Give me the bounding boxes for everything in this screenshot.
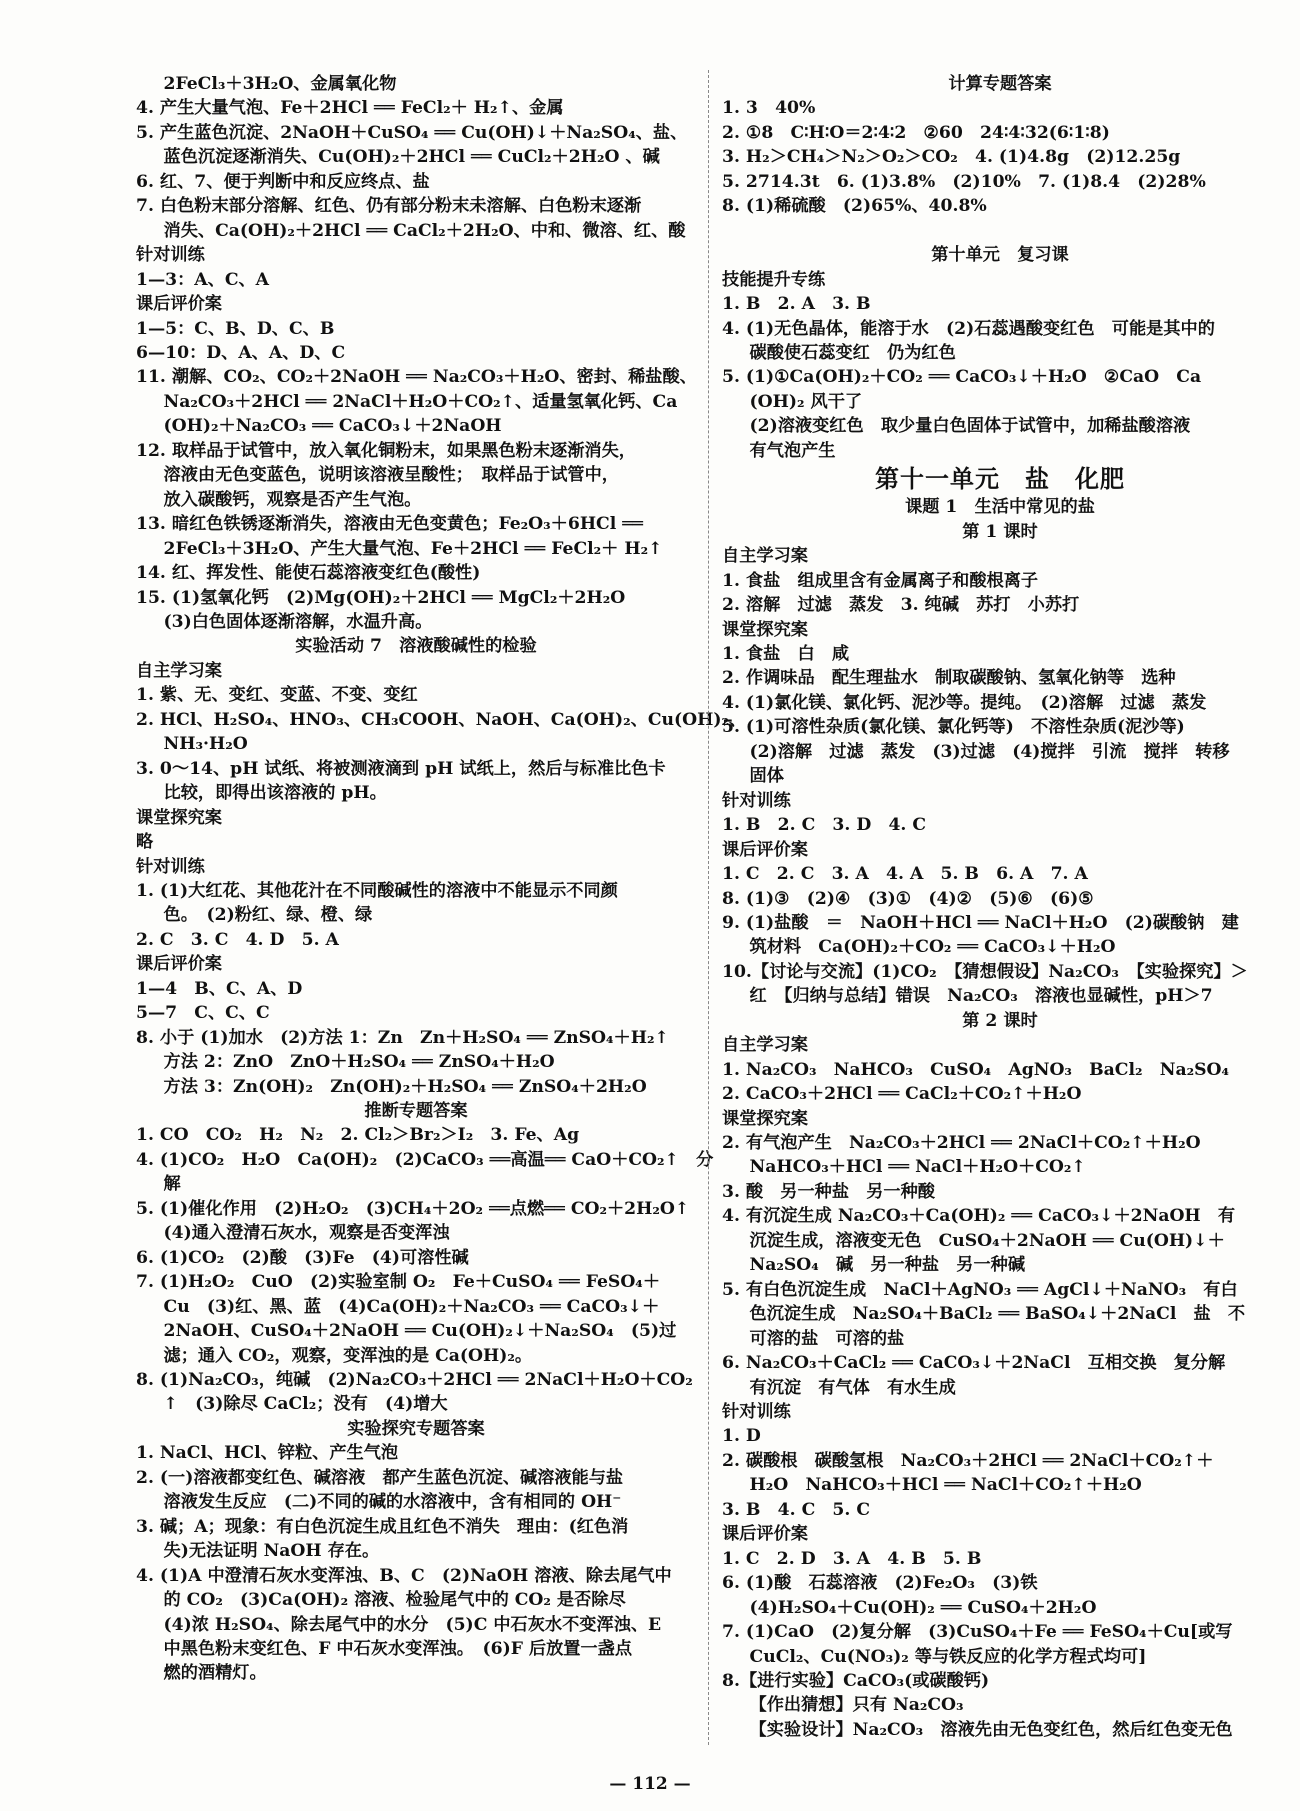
- answer-line: 课堂探究案: [722, 619, 808, 640]
- answer-line: 针对训练: [722, 1402, 791, 1423]
- answer-line: 2. 有气泡产生 Na₂CO₃＋2HCl ══ 2NaCl＋CO₂↑＋H₂O: [722, 1133, 1201, 1154]
- answer-line: 5. (1)可溶性杂质(氯化镁、氯化钙等) 不溶性杂质(泥沙等): [722, 717, 1185, 738]
- answer-line: 固体: [749, 766, 784, 787]
- answer-line: 4. (1)CO₂ H₂O Ca(OH)₂ (2)CaCO₃ ══高温══ CaO＋CO₂↑ 分: [136, 1149, 714, 1170]
- answer-line: 沉淀生成，溶液变无色 CuSO₄＋2NaOH ══ Cu(OH)↓＋: [749, 1230, 1225, 1251]
- answer-line: 6. Na₂CO₃＋CaCl₂ ══ CaCO₃↓＋2NaCl 互相交换 复分解: [722, 1353, 1226, 1374]
- answer-line: 5. 产生蓝色沉淀、2NaOH＋CuSO₄ ══ Cu(OH)↓＋Na₂SO₄、盐、: [136, 122, 688, 143]
- answer-line: 2NaOH、CuSO₄＋2NaOH ══ Cu(OH)₂↓＋Na₂SO₄ (5)过: [163, 1321, 677, 1342]
- section-heading: 课题 1 生活中常见的盐: [905, 497, 1095, 518]
- answer-line: 6. 红、7、便于判断中和反应终点、盐: [136, 171, 430, 192]
- answer-line: 1. 紫、无、变红、变蓝、不变、变红: [136, 685, 418, 706]
- answer-line: 5—7 C、C、C: [136, 1003, 270, 1024]
- answer-line: 比较，即得出该溶液的 pH。: [163, 783, 387, 804]
- answer-line: 3. 碱；A；现象：有白色沉淀生成且红色不消失 理由：(红色消: [136, 1516, 629, 1537]
- answer-line: 针对训练: [136, 856, 205, 877]
- section-heading: 第 1 课时: [962, 521, 1038, 542]
- answer-line: 筑材料 Ca(OH)₂＋CO₂ ══ CaCO₃↓＋H₂O: [749, 937, 1116, 958]
- answer-line: 红 【归纳与总结】错误 Na₂CO₃ 溶液也显碱性，pH＞7: [749, 986, 1213, 1007]
- answer-line: 溶液由无色变蓝色，说明该溶液呈酸性； 取样品于试管中，: [163, 465, 619, 486]
- answer-line: 12. 取样品于试管中，放入氧化铜粉末，如果黑色粉末逐渐消失，: [136, 440, 636, 461]
- answer-line: 5. (1)①Ca(OH)₂＋CO₂ ══ CaCO₃↓＋H₂O ②CaO Ca: [722, 367, 1202, 388]
- answer-line: 14. 红、挥发性、能使石蕊溶液变红色(酸性): [136, 563, 481, 584]
- answer-line: 2FeCl₃＋3H₂O、产生大量气泡、Fe＋2HCl ══ FeCl₂＋ H₂↑: [163, 538, 663, 559]
- answer-line: 【实验设计】Na₂CO₃ 溶液先由无色变红色，然后红色变无色: [749, 1719, 1233, 1740]
- answer-line: 放入碳酸钙，观察是否产生气泡。: [163, 489, 422, 510]
- answer-line: 溶液发生反应 (二)不同的碱的水溶液中，含有相同的 OH⁻: [163, 1492, 622, 1513]
- answer-line: 7. (1)H₂O₂ CuO (2)实验室制 O₂ Fe＋CuSO₄ ══ FeSO₄＋: [136, 1272, 661, 1293]
- answer-line: 针对训练: [722, 790, 791, 811]
- answer-line: 1. C 2. D 3. A 4. B 5. B: [722, 1548, 982, 1569]
- answer-line: 1. 3 40%: [722, 98, 816, 119]
- answer-line: (3)白色固体逐渐溶解，水温升高。: [163, 611, 433, 632]
- answer-line: (4)H₂SO₄＋Cu(OH)₂ ══ CuSO₄＋2H₂O: [749, 1597, 1097, 1618]
- answer-line: 5. 有白色沉淀生成 NaCl＋AgNO₃ ══ AgCl↓＋NaNO₃ 有白: [722, 1279, 1238, 1300]
- answer-line: 10.【讨论与交流】(1)CO₂ 【猜想假设】Na₂CO₃ 【实验探究】＞: [722, 961, 1248, 982]
- answer-line: 自主学习案: [722, 546, 808, 567]
- answer-line: 1. B 2. C 3. D 4. C: [722, 815, 927, 836]
- answer-line: 11. 潮解、CO₂、CO₂＋2NaOH ══ Na₂CO₃＋H₂O、密封、稀盐酸、: [136, 367, 697, 388]
- answer-line: 8. 小于 (1)加水 (2)方法 1：Zn Zn＋H₂SO₄ ══ ZnSO₄＋H₂↑: [136, 1027, 669, 1048]
- answer-line: 消失、Ca(OH)₂＋2HCl ══ CaCl₂＋2H₂O、中和、微溶、红、酸: [163, 220, 686, 241]
- answer-line: 8.【进行实验】CaCO₃(或碳酸钙): [722, 1671, 990, 1691]
- answer-line: 1—3：A、C、A: [136, 269, 270, 290]
- section-heading: 实验活动 7 溶液酸碱性的检验: [295, 636, 537, 657]
- answer-line: 课后评价案: [136, 954, 222, 975]
- answer-line: 解: [163, 1174, 181, 1195]
- answer-line: ↑ (3)除尽 CaCl₂；没有 (4)增大: [163, 1394, 448, 1415]
- answer-line: 4. 有沉淀生成 Na₂CO₃＋Ca(OH)₂ ══ CaCO₃↓＋2NaOH 有: [722, 1206, 1236, 1227]
- answer-line: 2. 作调味品 配生理盐水 制取碳酸钠、氢氧化钠等 选种: [722, 668, 1176, 689]
- answer-line: 5. (1)催化作用 (2)H₂O₂ (3)CH₄＋2O₂ ══点燃══ CO₂＋2H₂O↑: [136, 1198, 690, 1219]
- answer-line: 的 CO₂ (3)Ca(OH)₂ 溶液、检验尾气中的 CO₂ 是否除尽: [163, 1590, 626, 1611]
- answer-line: 1. CO CO₂ H₂ N₂ 2. Cl₂＞Br₂＞I₂ 3. Fe、Ag: [136, 1125, 580, 1146]
- answer-line: (2)溶液变红色 取少量白色固体于试管中，加稀盐酸溶液: [749, 416, 1191, 437]
- answer-line: 针对训练: [136, 245, 205, 266]
- answer-line: 课堂探究案: [722, 1108, 808, 1129]
- answer-line: 5. 2714.3t 6. (1)3.8% (2)10% 7. (1)8.4 (2)28%: [722, 171, 1206, 192]
- answer-line: 8. (1)稀硫酸 (2)65%、40.8%: [722, 196, 987, 217]
- section-heading: 第十一单元 盐 化肥: [875, 464, 1125, 494]
- section-heading: 实验探究专题答案: [347, 1418, 485, 1439]
- answer-line: (OH)₂＋Na₂CO₃ ══ CaCO₃↓＋2NaOH: [163, 416, 502, 437]
- answer-line: 碳酸使石蕊变红 仍为红色: [749, 342, 956, 363]
- answer-line: (4)通入澄清石灰水，观察是否变浑浊: [163, 1223, 450, 1244]
- answer-line: 自主学习案: [136, 660, 222, 681]
- answer-line: 课后评价案: [722, 839, 808, 860]
- answer-line: NaHCO₃＋HCl ══ NaCl＋H₂O＋CO₂↑: [749, 1157, 1086, 1178]
- answer-line: 方法 3：Zn(OH)₂ Zn(OH)₂＋H₂SO₄ ══ ZnSO₄＋2H₂O: [163, 1076, 647, 1097]
- answer-line: 失)无法证明 NaOH 存在。: [163, 1541, 380, 1562]
- answer-line: 6—10：D、A、A、D、C: [136, 342, 346, 363]
- answer-line: 15. (1)氢氧化钙 (2)Mg(OH)₂＋2HCl ══ MgCl₂＋2H₂O: [136, 587, 626, 608]
- answer-line: 课后评价案: [136, 294, 222, 315]
- answer-line: 略: [136, 832, 154, 853]
- answer-line: 3. 0～14、pH 试纸、将被测液滴到 pH 试纸上，然后与标准比色卡: [136, 758, 666, 779]
- answer-line: 课后评价案: [722, 1524, 808, 1545]
- answer-line: CuCl₂、Cu(NO₃)₂ 等与铁反应的化学方程式均可]: [749, 1646, 1147, 1667]
- answer-line: 技能提升专练: [722, 269, 826, 290]
- page-number: — 112 —: [609, 1774, 691, 1794]
- answer-line: (2)溶解 过滤 蒸发 (3)过滤 (4)搅拌 引流 搅拌 转移: [749, 741, 1230, 762]
- right-column: [722, 72, 1278, 1742]
- answer-line: Na₂CO₃＋2HCl ══ 2NaCl＋H₂O＋CO₂↑、适量氢氧化钙、Ca: [163, 391, 678, 412]
- answer-line: 滤；通入 CO₂，观察，变浑浊的是 Ca(OH)₂。: [163, 1345, 533, 1366]
- answer-line: 1. B 2. A 3. B: [722, 294, 871, 315]
- answer-line: 1. D: [722, 1426, 761, 1447]
- answer-line: 燃的酒精灯。: [163, 1663, 267, 1684]
- section-heading: 计算专题答案: [948, 74, 1052, 94]
- answer-line: 8. (1)③ (2)④ (3)① (4)② (5)⑥ (6)⑤: [722, 888, 1094, 909]
- answer-line: 蓝色沉淀逐渐消失、Cu(OH)₂＋2HCl ══ CuCl₂＋2H₂O 、碱: [163, 147, 660, 168]
- answer-line: 9. (1)盐酸 ＝ NaOH＋HCl ══ NaCl＋H₂O (2)碳酸钠 建: [722, 912, 1239, 933]
- answer-line: 6. (1)酸 石蕊溶液 (2)Fe₂O₃ (3)铁: [722, 1573, 1038, 1594]
- section-heading: 第 2 课时: [962, 1010, 1038, 1031]
- answer-line: 方法 2：ZnO ZnO＋H₂SO₄ ══ ZnSO₄＋H₂O: [163, 1052, 555, 1073]
- answer-line: 2. HCl、H₂SO₄、HNO₃、CH₃COOH、NaOH、Ca(OH)₂、Cu(OH)₂、: [136, 709, 747, 730]
- answer-line: 8. (1)Na₂CO₃，纯碱 (2)Na₂CO₃＋2HCl ══ 2NaCl＋H₂O＋CO₂: [136, 1370, 693, 1391]
- answer-line: 1. NaCl、HCl、锌粒、产生气泡: [136, 1443, 399, 1464]
- answer-line: 2. ①8 C∶H∶O＝2∶4∶2 ②60 24∶4∶32(6∶1∶8): [722, 122, 1110, 143]
- answer-line: Cu (3)红、黑、蓝 (4)Ca(OH)₂＋Na₂CO₃ ══ CaCO₃↓＋: [163, 1296, 660, 1317]
- answer-line: 色沉淀生成 Na₂SO₄＋BaCl₂ ══ BaSO₄↓＋2NaCl 盐 不: [749, 1304, 1246, 1325]
- answer-line: 7. 白色粉末部分溶解、红色、仍有部分粉末未溶解、白色粉末逐渐: [136, 196, 642, 217]
- answer-line: 1—5：C、B、D、C、B: [136, 318, 335, 339]
- answer-line: 4. (1)无色晶体，能溶于水 (2)石蕊遇酸变红色 可能是其中的: [722, 318, 1215, 339]
- answer-line: 有气泡产生: [749, 440, 836, 461]
- answer-line: 3. B 4. C 5. C: [722, 1499, 871, 1520]
- answer-line: 1. 食盐 组成里含有金属离子和酸根离子: [722, 570, 1039, 591]
- section-heading: 第十单元 复习课: [931, 245, 1069, 266]
- answer-line: 2. (一)溶液都变红色、碱溶液 都产生蓝色沉淀、碱溶液能与盐: [136, 1467, 624, 1488]
- answer-line: (4)浓 H₂SO₄、除去尾气中的水分 (5)C 中石灰水不变浑浊、E: [163, 1614, 662, 1635]
- answer-line: (OH)₂ 风干了: [749, 391, 863, 412]
- answer-line: 有沉淀 有气体 有水生成: [749, 1377, 956, 1398]
- answer-line: 2. C 3. C 4. D 5. A: [136, 929, 339, 950]
- answer-line: 4. 产生大量气泡、Fe＋2HCl ══ FeCl₂＋ H₂↑、金属: [136, 98, 564, 119]
- answer-line: 6. (1)CO₂ (2)酸 (3)Fe (4)可溶性碱: [136, 1247, 469, 1268]
- answer-line: 自主学习案: [722, 1035, 808, 1056]
- answer-line: 课堂探究案: [136, 807, 222, 828]
- answer-line: 中黑色粉末变红色、F 中石灰水变浑浊。 (6)F 后放置一盏点: [163, 1639, 633, 1659]
- section-heading: 推断专题答案: [364, 1101, 468, 1122]
- answer-line: [722, 219, 1278, 243]
- answer-line: 2FeCl₃＋3H₂O、金属氧化物: [163, 74, 397, 94]
- answer-line: 2. CaCO₃＋2HCl ══ CaCl₂＋CO₂↑＋H₂O: [722, 1084, 1082, 1105]
- answer-line: 1. (1)大红花、其他花汁在不同酸碱性的溶液中不能显示不同颜: [136, 880, 618, 901]
- answer-line: 4. (1)A 中澄清石灰水变浑浊、B、C (2)NaOH 溶液、除去尾气中: [136, 1565, 672, 1586]
- answer-line: Na₂SO₄ 碱 另一种盐 另一种碱: [749, 1255, 1026, 1276]
- answer-line: 3. H₂＞CH₄＞N₂＞O₂＞CO₂ 4. (1)4.8g (2)12.25g: [722, 147, 1181, 168]
- answer-line: 3. 酸 另一种盐 另一种酸: [722, 1181, 935, 1202]
- answer-line: 7. (1)CaO (2)复分解 (3)CuSO₄＋Fe ══ FeSO₄＋Cu[或写: [722, 1622, 1233, 1643]
- column-divider: [708, 70, 709, 1745]
- answer-line: 色。 (2)粉红、绿、橙、绿: [163, 905, 373, 926]
- answer-line: 可溶的盐 可溶的盐: [749, 1328, 905, 1349]
- answer-line: 2. 碳酸根 碳酸氢根 Na₂CO₃＋2HCl ══ 2NaCl＋CO₂↑＋: [722, 1450, 1214, 1471]
- answer-line: 1—4 B、C、A、D: [136, 978, 303, 999]
- answer-line: 【作出猜想】只有 Na₂CO₃: [749, 1695, 964, 1716]
- answer-line: 13. 暗红色铁锈逐渐消失，溶液由无色变黄色；Fe₂O₃＋6HCl ══: [136, 514, 643, 535]
- answer-line: H₂O NaHCO₃＋HCl ══ NaCl＋CO₂↑＋H₂O: [749, 1475, 1142, 1496]
- answer-line: 2. 溶解 过滤 蒸发 3. 纯碱 苏打 小苏打: [722, 595, 1080, 616]
- answer-line: 1. 食盐 白 咸: [722, 643, 850, 664]
- answer-line: NH₃·H₂O: [163, 734, 248, 755]
- answer-line: 1. C 2. C 3. A 4. A 5. B 6. A 7. A: [722, 864, 1088, 885]
- answer-line: 4. (1)氯化镁、氯化钙、泥沙等。提纯。 (2)溶解 过滤 蒸发: [722, 692, 1207, 713]
- answer-line: 1. Na₂CO₃ NaHCO₃ CuSO₄ AgNO₃ BaCl₂ Na₂SO₄: [722, 1059, 1230, 1080]
